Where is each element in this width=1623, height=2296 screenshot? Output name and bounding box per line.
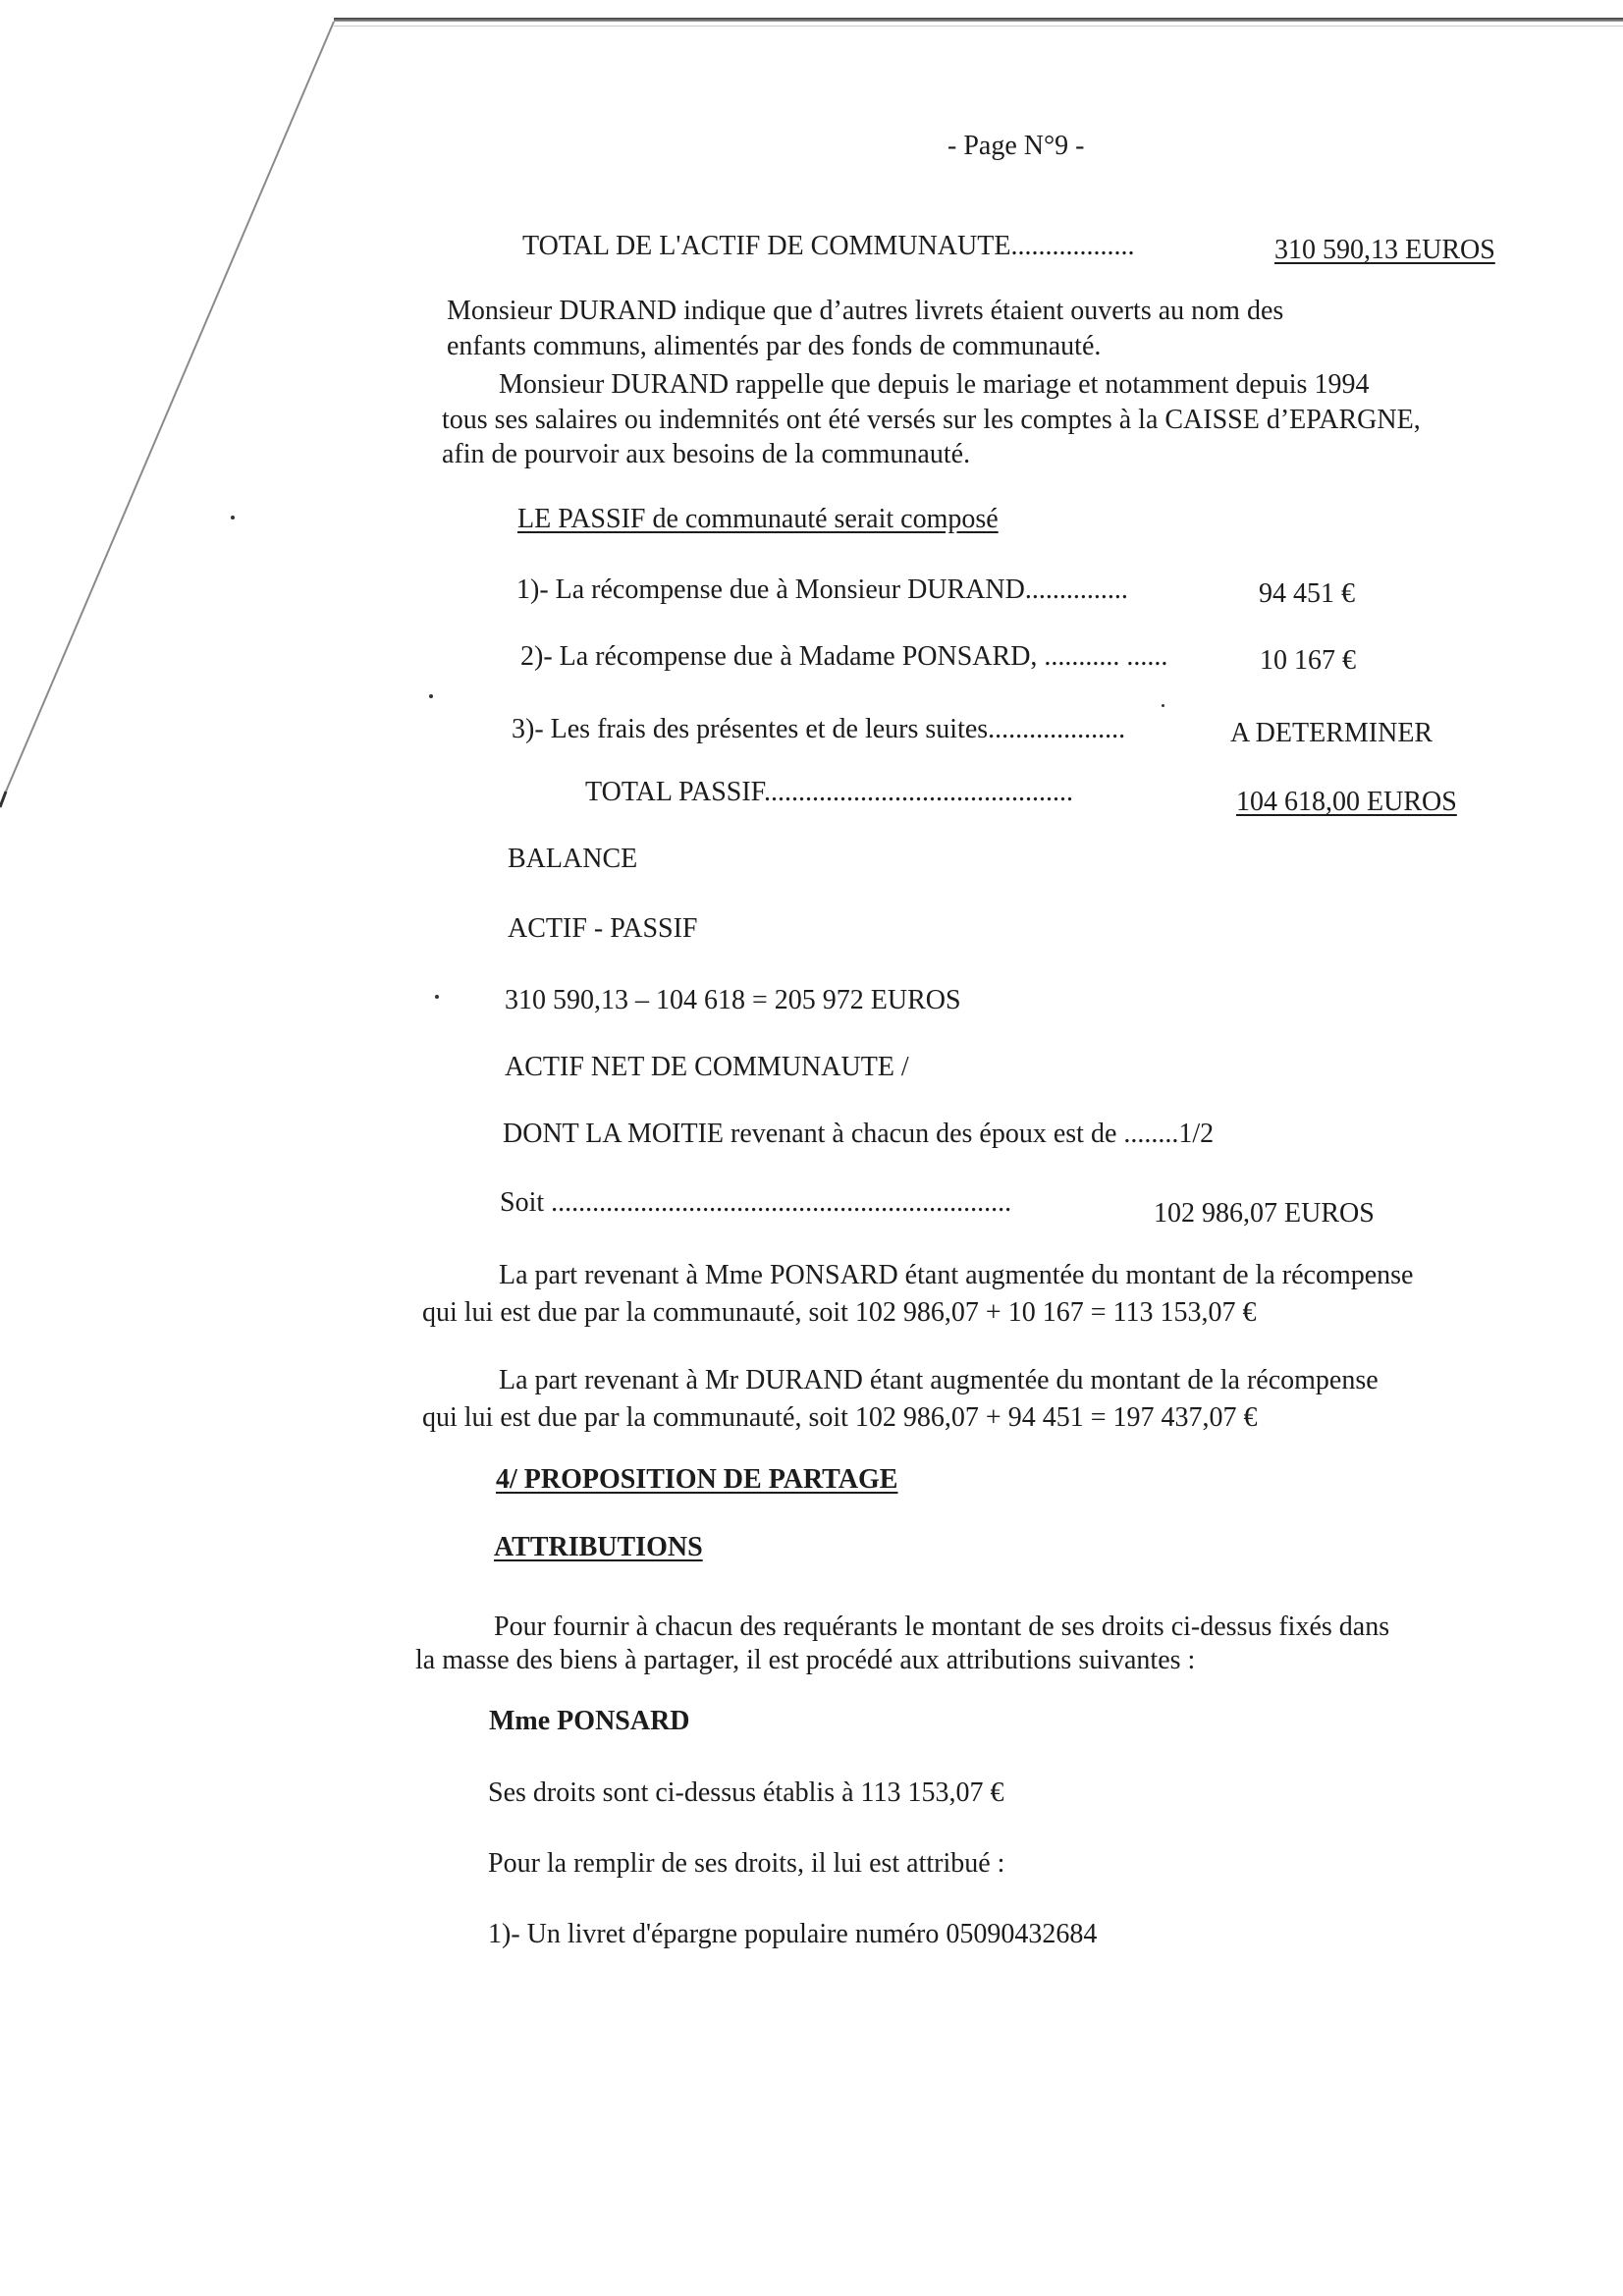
passif-total-value: 104 618,00 EUROS	[1236, 787, 1457, 817]
mme-ponsard-heading: Mme PONSARD	[489, 1706, 690, 1736]
attribution-item-1: 1)- Un livret d'épargne populaire numéro 05090432684	[488, 1919, 1098, 1949]
actif-net-heading: ACTIF NET DE COMMUNAUTE /	[505, 1052, 909, 1082]
remplir-line: Pour la remplir de ses droits, il lui est attribué :	[488, 1848, 1005, 1879]
passif-total-label: TOTAL PASSIF.............................................	[585, 777, 1073, 807]
para2-line2: tous ses salaires ou indemnités ont été versés sur les comptes à la CAISSE d’EPARGNE,	[442, 405, 1421, 435]
scan-speck	[1162, 704, 1164, 707]
ponsard-part-line1: La part revenant à Mme PONSARD étant augmentée du montant de la récompense	[499, 1260, 1414, 1290]
section-proposition-title: 4/ PROPOSITION DE PARTAGE	[496, 1464, 898, 1495]
soit-value: 102 986,07 EUROS	[1154, 1198, 1375, 1229]
page-header: - Page N°9 -	[947, 131, 1085, 161]
para2-line1: Monsieur DURAND rappelle que depuis le mariage et notamment depuis 1994	[499, 369, 1370, 400]
passif-item-2-value: 10 167 €	[1260, 645, 1356, 676]
scan-speck	[231, 516, 235, 519]
attrib-para-line1: Pour fournir à chacun des requérants le montant de ses droits ci-dessus fixés dans	[494, 1612, 1390, 1642]
passif-item-2-label: 2)- La récompense due à Madame PONSARD, ........... ......	[520, 641, 1168, 672]
actif-passif-heading: ACTIF - PASSIF	[508, 913, 698, 944]
scan-edge-shadow	[334, 18, 1623, 22]
section-attributions-title: ATTRIBUTIONS	[494, 1532, 703, 1562]
scan-edge-line	[334, 26, 1623, 27]
actif-total-value: 310 590,13 EUROS	[1274, 235, 1495, 265]
para1-line1: Monsieur DURAND indique que d’autres livrets étaient ouverts au nom des	[447, 296, 1284, 326]
attrib-para-line2: la masse des biens à partager, il est procédé aux attributions suivantes :	[415, 1645, 1196, 1675]
passif-item-1-value: 94 451 €	[1259, 578, 1355, 609]
soit-label: Soit ...................................................................	[500, 1187, 1012, 1218]
actif-total-label: TOTAL DE L'ACTIF DE COMMUNAUTE..................	[522, 231, 1135, 261]
passif-item-3-value: A DETERMINER	[1230, 718, 1434, 748]
ponsard-part-line2: qui lui est due par la communauté, soit 102 986,07 + 10 167 = 113 153,07 €	[422, 1297, 1257, 1328]
balance-calculation: 310 590,13 – 104 618 = 205 972 EUROS	[505, 985, 961, 1015]
durand-part-line1: La part revenant à Mr DURAND étant augmentée du montant de la récompense	[499, 1365, 1379, 1395]
passif-heading: LE PASSIF de communauté serait composé	[517, 504, 999, 534]
durand-part-line2: qui lui est due par la communauté, soit 102 986,07 + 94 451 = 197 437,07 €	[422, 1402, 1258, 1433]
droits-line: Ses droits sont ci-dessus établis à 113 153,07 €	[488, 1777, 1004, 1808]
scan-speck	[435, 995, 439, 999]
passif-item-3-label: 3)- Les frais des présentes et de leurs suites....................	[512, 714, 1126, 744]
para1-line2: enfants communs, alimentés par des fonds de communauté.	[447, 331, 1102, 361]
scan-speck	[429, 694, 433, 698]
balance-heading: BALANCE	[508, 844, 638, 874]
passif-item-1-label: 1)- La récompense due à Monsieur DURAND...............	[516, 574, 1128, 605]
para2-line3: afin de pourvoir aux besoins de la communauté.	[442, 439, 971, 469]
moitie-line: DONT LA MOITIE revenant à chacun des époux est de ........1/2	[503, 1119, 1215, 1149]
